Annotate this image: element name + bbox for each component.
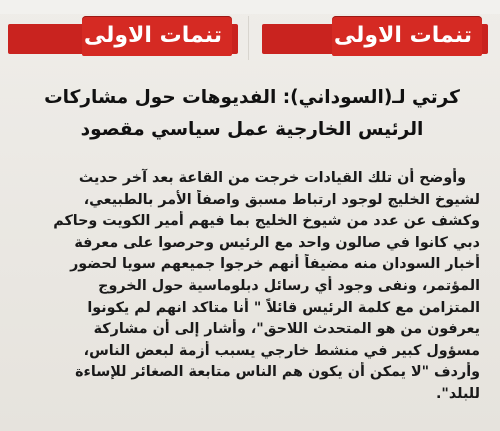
headline-line-1: كرتي لـ(السوداني): الفديوهات حول مشاركات bbox=[44, 87, 460, 108]
section-banner-right bbox=[262, 16, 488, 60]
body-line: دبي كانوا في صالون واحد مع الرئيس وحرصوا على معرفة bbox=[74, 234, 480, 251]
body-line: مسؤول كبير في منشط خارجي يسبب أزمة لبعض الناس، bbox=[83, 342, 480, 359]
body-line: وأردف "لا يمكن أن يكون هم الناس متابعة الصغائر للإساءة bbox=[75, 364, 480, 381]
headline-line-2: الرئيس الخارجية عمل سياسي مقصود bbox=[80, 119, 424, 140]
body-line: المؤتمر، ونفى وجود أي رسائل دبلوماسية حول الخروج bbox=[98, 277, 480, 294]
banner-divider bbox=[248, 16, 249, 60]
body-line: وأوضح أن تلك القيادات خرجت من القاعة بعد آخر حديث bbox=[78, 170, 466, 186]
top-strip bbox=[0, 0, 500, 14]
body-line: للبلد". bbox=[435, 385, 480, 402]
body-line: أخبار السودان منه مضيفاً أنهم خرجوا جميعهم سويا لحضور bbox=[70, 256, 480, 273]
body-line: وكشف عن عدد من شيوخ الخليج بما فيهم أمير الكويت وحاكم bbox=[53, 213, 480, 230]
body-line: يعرفون من هو المتحدث اللاحق"، وأشار إلى أن مشاركة bbox=[93, 321, 480, 338]
article-body bbox=[18, 168, 480, 406]
article-headline bbox=[24, 82, 480, 146]
body-line: لشيوخ الخليج لوجود ارتباط مسبق واصفاً الأمر بالطبيعي، bbox=[83, 191, 480, 208]
body-line: المتزامن مع كلمة الرئيس قائلاً " أنا متاكد انهم لم يكونوا bbox=[87, 299, 480, 316]
section-banner-label: تنمات الاولى bbox=[333, 23, 472, 48]
section-banner-left bbox=[8, 16, 238, 60]
section-banner-label: تنمات الاولى bbox=[83, 23, 222, 48]
